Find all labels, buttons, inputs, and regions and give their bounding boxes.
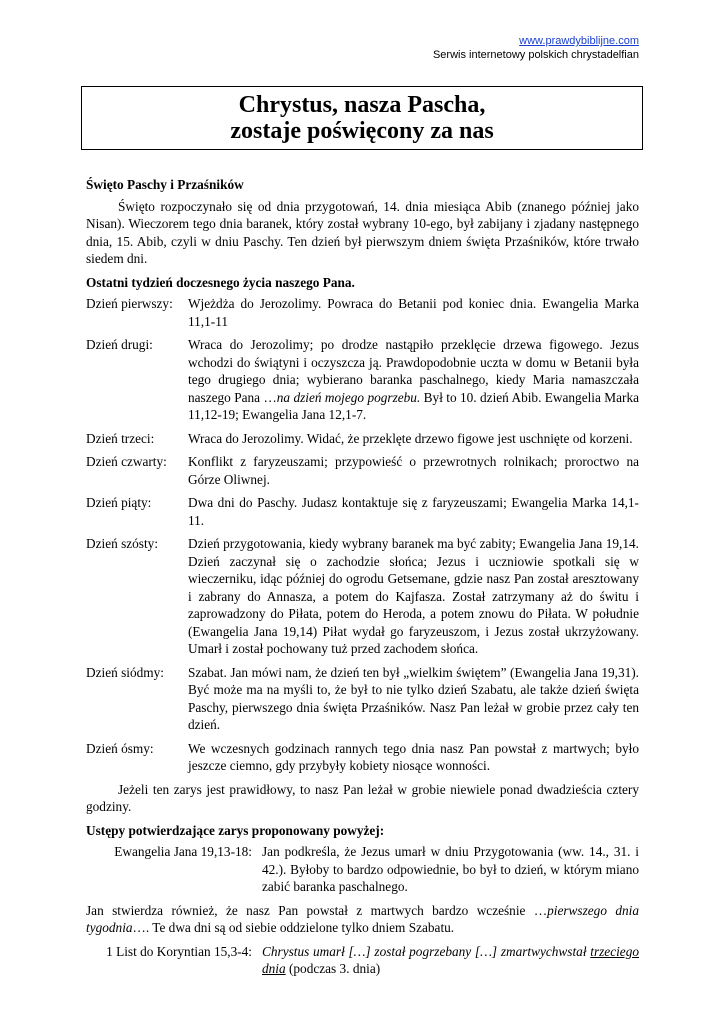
day-text-part: Był to 10. dzień Abib. Ewangelia Marka 11,12-19; Ewangelia Jana 12,1-7. [188,389,639,422]
quote-italic: Chrystus umarł […] został pogrzebany […] zmartwychwstał [262,943,591,959]
day-row-4 [86,453,639,488]
section-heading-last-week: Ostatni tydzień doczesnego życia naszego Pana. [86,274,355,290]
day-text: Szabat. Jan mówi nam, że dzień ten był „wielkim świętem” (Ewangelia Jana 19,31). Być może ma na myśli to, że był to nie tylko dzień Szabatu, ale także dzień święta Paschy, pierwszego dnia święta Przaśników. Nasz Pan leżał w grobie przez cały ten dzień. [188,664,639,732]
quote-underlined: trzeciego dnia [262,943,639,976]
day-label: Dzień siódmy: [86,664,164,680]
day-text: Dzień przygotowania, kiedy wybrany baranek ma być zabity; Ewangelia Jana 19,14. Dzień zaczynał się o zachodzie słońca; Jezus i uczniowie spotkali się w wieczerniku, idąc później do ogrodu Getsemane, gdzie nasz Pan został aresztowany i zabrany do Annasza, a potem do Kajfasza. Został zatrzymany aż do świtu i zaprowadzony do Piłata, potem do Heroda, a potem znowu do Piłata. W południe (Ewangelia Jana 19,14) Piłat wydał go faryzeuszom, i Jezus został ukrzyżowany. Umarł i został pochowany tuż przed zachodem słońca. [188,536,639,656]
day-row-1 [86,295,639,330]
day-row-3 [86,430,639,448]
reference-text: Jan podkreśla, że Jezus umarł w dniu Przygotowania (ww. 14., 31. i 42.). Byłoby to bardzo odpowiednie, bo był to dzień, w którym miano zabić baranka paschalnego. [262,844,639,894]
day-row-6 [86,535,639,658]
day-text [188,336,639,424]
site-subtitle: Serwis internetowy polskich chrystadelfian [432,49,639,61]
paragraph-part: Jan stwierdza również, że nasz Pan powstał z martwych bardzo wcześnie … [86,902,548,918]
day-row-2 [86,336,639,424]
day-text: Konflikt z faryzeuszami; przypowieść o przewrotnych rolnikach; proroctwo na Górze Oliwnej. [188,454,639,487]
section-heading-passages: Ustępy potwierdzające zarys proponowany powyżej: [86,822,385,838]
site-header [433,34,639,62]
day-text-italic: na dzień mojego pogrzebu. [276,389,421,405]
day-row-5 [86,494,639,529]
day-label: Dzień piąty: [86,495,152,510]
day-text: Wjeżdża do Jerozolimy. Powraca do Betanii pod koniec dnia. Ewangelia Marka 11,1-11 [188,296,639,329]
day-text-part: Wraca do Jerozolimy; po drodze nastąpiło przeklęcie drzewa figowego. Jezus wchodzi do świątyni i oczyszcza ją. Prawdopodobnie uczta w domu w Betanii była tego drugiego dnia; wybierano baranka paschalnego, kiedy Maria namaszczała naszego Pana … [188,337,639,405]
day-label: Dzień trzeci: [86,430,155,446]
day-label: Dzień szósty: [86,536,159,551]
paragraph-part: …. Te dwa dni są od siebie oddzielone tylko dniem Szabatu. [132,920,455,935]
reference-row-corinthians [86,943,639,978]
day-label: Dzień ósmy: [86,740,154,756]
passover-paragraph: Święto rozpoczynało się od dnia przygotowań, 14. dnia miesiąca Abib (znanego później jako Nisan). Wieczorem tego dnia baranek, który został wybrany 10-ego, był zabijany i zjadany następnego dnia, 15. Abib, czyli w dniu Paschy. Ten dzień był pierwszym dniem święta Przaśników, które trwało siedem dni. [86,198,639,266]
day-row-8 [86,740,639,775]
title-line-1: Chrystus, nasza Pascha, [238,92,486,118]
day-row-7 [86,664,639,734]
site-url-link[interactable]: www.prawdybiblijne.com [519,35,639,47]
day-text: Wraca do Jerozolimy. Widać, że przeklęte drzewo figowe jest uschnięte od korzeni. [188,430,633,446]
conclusion-paragraph: Jeżeli ten zarys jest prawidłowy, to nasz Pan leżał w grobie niewiele ponad dwadzieścia cztery godziny. [86,781,639,814]
day-label: Dzień czwarty: [86,454,167,469]
day-text: Dwa dni do Paschy. Judasz kontaktuje się z faryzeuszami; Ewangelia Marka 14,1-11. [188,495,639,528]
section-heading-passover: Święto Paschy i Przaśników [86,177,244,192]
reference-label: 1 List do Koryntian 15,3-4: [106,943,252,959]
day-label: Dzień pierwszy: [86,296,173,311]
title-box [81,86,643,150]
title-line-2: zostaje poświęcony za nas [230,118,494,144]
john-paragraph [86,902,639,937]
day-label: Dzień drugi: [86,337,153,352]
day-text: We wczesnych godzinach rannych tego dnia nasz Pan powstał z martwych; było jeszcze ciemno, gdy przybyły kobiety niosące wonności. [188,740,639,773]
reference-text [262,943,639,978]
reference-label: Ewangelia Jana 19,13-18: [114,844,252,859]
quote-note: (podczas 3. dnia) [285,961,381,976]
document-body [86,176,639,984]
paragraph-italic: pierwszego dnia tygodnia [86,902,639,935]
reference-row-john [86,843,639,896]
